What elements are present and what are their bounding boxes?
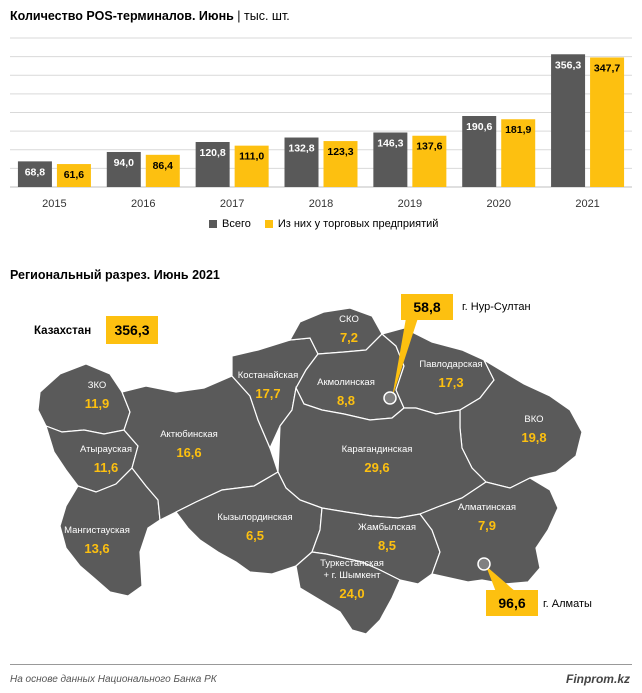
region-name-label: Алматинская xyxy=(458,502,516,513)
data-label: 94,0 xyxy=(113,156,135,169)
data-label: 181,9 xyxy=(505,124,532,137)
region-name-label: + г. Шымкент xyxy=(323,570,381,581)
region-value-label: 29,6 xyxy=(364,460,390,475)
data-label: 61,6 xyxy=(63,169,85,182)
region-name-label: Карагандинская xyxy=(341,444,413,455)
region-value-label: 11,9 xyxy=(84,396,110,411)
nur-sultan-marker xyxy=(384,392,396,404)
x-tick-label: 2020 xyxy=(486,198,511,210)
region-value-label: 24,0 xyxy=(339,586,365,601)
almaty-callout: 96,6 xyxy=(486,590,538,616)
data-label: 132,8 xyxy=(288,142,315,155)
country-label: Казахстан xyxy=(34,325,92,337)
region-value-label: 17,7 xyxy=(255,386,281,401)
almaty-marker xyxy=(478,558,490,570)
data-label: 356,3 xyxy=(554,59,582,72)
x-tick-label: 2018 xyxy=(308,198,334,210)
region-value-label: 7,2 xyxy=(339,330,359,345)
region-name-label: Кызылординская xyxy=(217,512,293,523)
region-value-label: 17,3 xyxy=(438,375,464,390)
region-name-label: Мангистауская xyxy=(64,525,130,536)
legend-label-trade: Из них у торговых предприятий xyxy=(277,218,439,230)
region-value-label: 8,5 xyxy=(377,538,397,553)
data-label: 120,8 xyxy=(199,147,226,160)
data-label: 123,3 xyxy=(327,146,354,159)
almaty-label: г. Алматы xyxy=(543,598,592,610)
data-label: 68,8 xyxy=(24,166,46,179)
data-label: 146,3 xyxy=(377,137,404,150)
region-name-label: СКО xyxy=(339,314,359,325)
brand-logo-text: Finprom.kz xyxy=(565,672,630,686)
x-tick-label: 2019 xyxy=(397,198,423,210)
chart-title-text: Количество POS-терминалов. Июнь xyxy=(10,9,234,23)
legend-label-total: Всего xyxy=(222,218,251,230)
region-value-label: 19,8 xyxy=(521,430,547,445)
chart-unit: | тыс. шт. xyxy=(237,9,290,23)
region-name-label: ВКО xyxy=(524,414,544,425)
region-value-label: 13,6 xyxy=(84,541,110,556)
footer-divider xyxy=(10,664,632,665)
region-value-label: 8,8 xyxy=(336,393,356,408)
region-value-label: 11,6 xyxy=(93,460,119,475)
region-name-label: Актюбинская xyxy=(160,429,218,440)
nur-sultan-callout: 58,8 xyxy=(401,294,453,320)
data-label: 347,7 xyxy=(593,62,621,75)
x-tick-label: 2021 xyxy=(575,198,600,210)
x-tick-label: 2015 xyxy=(42,198,67,210)
region-name-label: Туркестанская xyxy=(320,558,384,569)
region-value-label: 16,6 xyxy=(176,445,202,460)
map-title: Региональный разрез. Июнь 2021 xyxy=(10,268,220,282)
region-value-label: 7,9 xyxy=(477,518,497,533)
data-label: 190,6 xyxy=(466,121,493,134)
data-label: 111,0 xyxy=(239,150,265,163)
region-name-label: Павлодарская xyxy=(419,359,483,370)
region-name-label: Жамбылская xyxy=(358,522,416,533)
data-label: 86,4 xyxy=(152,159,174,172)
region-name-label: Акмолинская xyxy=(317,377,375,388)
x-tick-label: 2017 xyxy=(219,198,245,210)
data-label: 137,6 xyxy=(416,140,443,153)
chart-unit-text: тыс. шт. xyxy=(244,9,290,23)
x-tick-label: 2016 xyxy=(131,198,156,210)
country-total-badge: 356,3 xyxy=(106,316,158,344)
region-value-label: 6,5 xyxy=(245,528,265,543)
region-name-label: ЗКО xyxy=(87,380,107,391)
region-name-label: Костанайская xyxy=(237,370,299,381)
nur-sultan-label: г. Нур-Султан xyxy=(462,301,531,313)
region-name-label: Атырауская xyxy=(80,444,132,455)
source-note: На основе данных Национального Банка РК xyxy=(10,674,217,685)
